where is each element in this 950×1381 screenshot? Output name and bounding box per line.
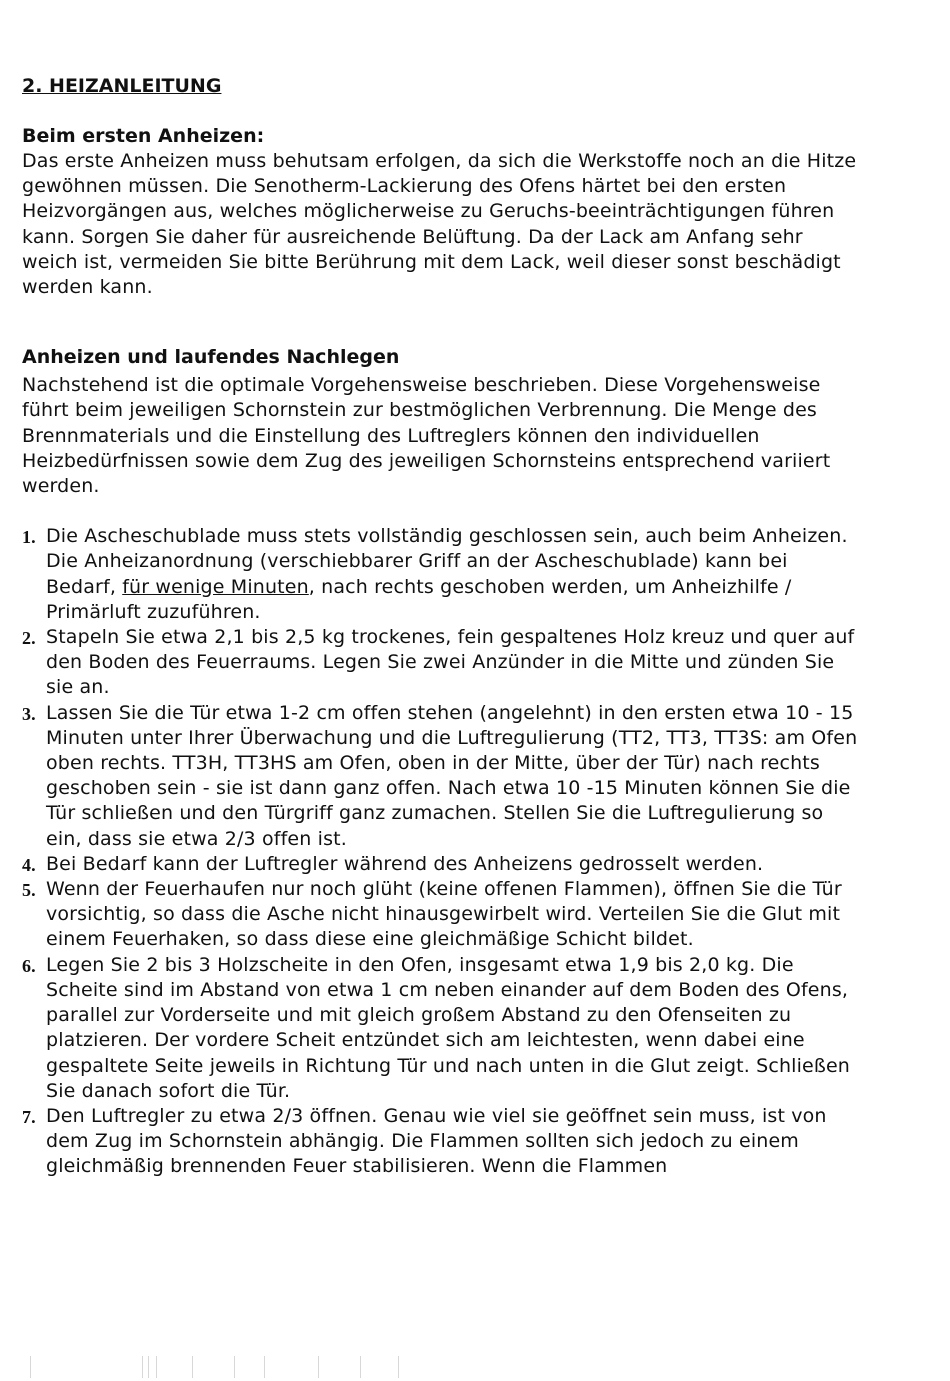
step-item (22, 524, 862, 625)
step-item (22, 953, 862, 1104)
step-item (22, 1104, 862, 1180)
step-item (22, 852, 862, 877)
steps-list (22, 524, 862, 1179)
step-number: 6. (22, 955, 36, 976)
refuelling-title: Anheizen und laufendes Nachlegen (22, 346, 400, 369)
section-heading: 2. HEIZANLEITUNG (22, 75, 222, 97)
step-number: 3. (22, 703, 36, 724)
step-text-underlined: für wenige Minuten (122, 575, 309, 598)
step-text: Bei Bedarf kann der Luftregler während des Anheizens gedrosselt werden. (46, 852, 764, 875)
step-number: 4. (22, 854, 36, 875)
step-item (22, 701, 862, 852)
step-number: 2. (22, 628, 36, 649)
step-text: Den Luftregler zu etwa 2/3 öffnen. Genau wie viel sie geöffnet sein muss, ist von dem Zug im Schornstein abhängig. Die Flammen sollten sich jedoch zu einem gleichmäßig brennenden Feuer stabilisieren. Wenn die Flammen (46, 1104, 827, 1178)
step-number: 7. (22, 1106, 36, 1127)
step-text-after: , nach rechts geschoben werden, um Anheizhilfe / Primärluft zuzuführen. (46, 575, 792, 623)
step-text: Stapeln Sie etwa 2,1 bis 2,5 kg trockenes, fein gespaltenes Holz kreuz und quer auf den Boden des Feuerraums. Legen Sie zwei Anzünder in die Mitte und zünden Sie sie an. (46, 626, 855, 699)
step-text: Wenn der Feuerhaufen nur noch glüht (keine offenen Flammen), öffnen Sie die Tür vorsichtig, so dass die Asche nicht hinausgewirbelt wird. Verteilen Sie die Glut mit einem Feuerhaken, so dass diese eine gleichmäßige Schicht bildet. (46, 878, 842, 951)
step-number: 1. (22, 527, 36, 548)
step-item (22, 625, 862, 701)
first-heating-title: Beim ersten Anheizen: (22, 125, 265, 147)
refuelling-text: Nachstehend ist die optimale Vorgehensweise beschrieben. Diese Vorgehensweise führt beim jeweiligen Schornstein zur bestmöglichen Verbrennung. Die Menge des Brennmaterials und die Einstellung des Luftreglers können den individuellen Heizbedürfnissen sowie dem Zug des jeweiligen Schornsteins entsprechend variiert werden. (22, 374, 831, 498)
scan-artifact-marks (22, 1356, 422, 1378)
step-text: Lassen Sie die Tür etwa 1-2 cm offen stehen (angelehnt) in den ersten etwa 10 - 15 Minuten unter Ihrer Überwachung und die Luftregulierung (TT2, TT3, TT3S: am Ofen oben rechts. TT3H, TT3HS am Ofen, oben in der Mitte, über der Tür) nach rechts geschoben sein - sie ist dann ganz offen. Nach etwa 10 -15 Minuten können Sie die Tür schließen und den Türgriff ganz zumachen. Stellen Sie die Luftregulierung so ein, dass sie etwa 2/3 offen ist. (46, 701, 858, 850)
step-item (22, 877, 862, 953)
step-text-before: Die Ascheschublade muss stets vollständig geschlossen sein, auch beim Anheizen. Die Anheizanordnung (verschiebbarer Griff an der Ascheschublade) kann bei Bedarf, (46, 525, 848, 598)
document-page (22, 74, 862, 1180)
step-text: Legen Sie 2 bis 3 Holzscheite in den Ofen, insgesamt etwa 1,9 bis 2,0 kg. Die Scheite sind im Abstand von etwa 1 cm neben einander auf dem Boden des Ofens, parallel zur Vorderseite und mit gleich großem Abstand zu den Ofenseiten zu platzieren. Der vordere Scheit entzündet sich am leichtesten, wenn dabei eine gespaltete Seite jeweils in Richtung Tür und nach unten in die Glut zeigt. Schließen Sie danach sofort die Tür. (46, 953, 850, 1102)
first-heating-text: Das erste Anheizen muss behutsam erfolgen, da sich die Werkstoffe noch an die Hitze gewöhnen müssen. Die Senotherm-Lackierung des Ofens härtet bei den ersten Heizvorgängen aus, welches möglicherweise zu Geruchs-beeinträchtigungen führen kann. Sorgen Sie daher für ausreichende Belüftung. Da der Lack am Anfang sehr weich ist, vermeiden Sie bitte Berührung mit dem Lack, weil dieser sonst beschädigt werden kann. (22, 150, 857, 299)
step-number: 5. (22, 880, 36, 901)
